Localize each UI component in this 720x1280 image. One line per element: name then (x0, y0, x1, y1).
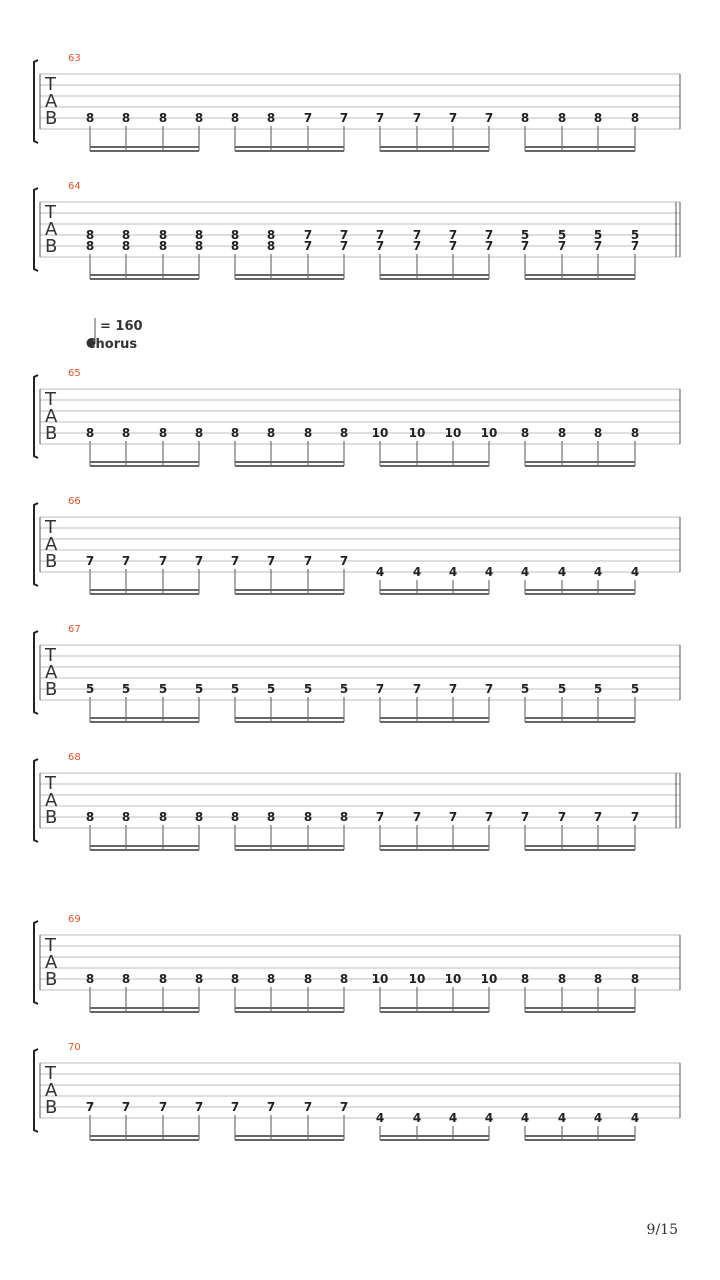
fret-number: 7 (339, 239, 349, 253)
tab-clef-letter: T (45, 773, 56, 794)
fret-number: 10 (371, 426, 389, 440)
fret-number: 8 (557, 111, 567, 125)
fret-number: 8 (194, 972, 204, 986)
fret-number: 4 (375, 1111, 385, 1125)
tab-clef-letter: A (45, 662, 58, 683)
measure-number: 65 (68, 368, 81, 379)
fret-number: 7 (520, 810, 530, 824)
measure-number: 70 (68, 1042, 81, 1053)
fret-number: 8 (520, 426, 530, 440)
fret-number: 7 (593, 810, 603, 824)
fret-number: 10 (480, 972, 498, 986)
system-bracket (34, 60, 38, 143)
fret-number: 4 (630, 565, 640, 579)
fret-number: 7 (557, 810, 567, 824)
tab-clef-letter: A (45, 534, 58, 555)
fret-number: 4 (484, 1111, 494, 1125)
fret-number: 8 (121, 228, 131, 242)
fret-number: 4 (375, 565, 385, 579)
fret-number: 7 (230, 1100, 240, 1114)
fret-number: 8 (85, 239, 95, 253)
fret-number: 7 (484, 111, 494, 125)
fret-number: 7 (375, 111, 385, 125)
fret-number: 5 (630, 228, 640, 242)
fret-number: 8 (121, 972, 131, 986)
fret-number: 8 (266, 426, 276, 440)
system-bracket (34, 188, 38, 271)
fret-number: 4 (520, 1111, 530, 1125)
fret-number: 8 (230, 111, 240, 125)
fret-number: 7 (630, 239, 640, 253)
system-bracket (34, 759, 38, 842)
fret-number: 7 (593, 239, 603, 253)
fret-number: 5 (158, 682, 168, 696)
fret-number: 7 (158, 554, 168, 568)
measure-number: 69 (68, 914, 81, 925)
fret-number: 8 (158, 111, 168, 125)
tab-clef-letter: T (45, 389, 56, 410)
fret-number: 4 (412, 565, 422, 579)
fret-number: 5 (593, 228, 603, 242)
fret-number: 7 (484, 810, 494, 824)
fret-number: 8 (158, 810, 168, 824)
fret-number: 7 (375, 228, 385, 242)
fret-number: 7 (303, 239, 313, 253)
fret-number: 10 (408, 426, 426, 440)
tab-clef-letter: A (45, 790, 58, 811)
measure-number: 68 (68, 752, 81, 763)
tab-clef-letter: B (45, 423, 58, 444)
fret-number: 8 (520, 111, 530, 125)
fret-number: 5 (520, 682, 530, 696)
fret-number: 7 (412, 682, 422, 696)
tab-clef-letter: T (45, 1063, 56, 1084)
fret-number: 8 (121, 239, 131, 253)
fret-number: 8 (85, 810, 95, 824)
fret-number: 8 (194, 239, 204, 253)
fret-number: 8 (630, 111, 640, 125)
fret-number: 8 (194, 810, 204, 824)
fret-number: 5 (303, 682, 313, 696)
fret-number: 8 (121, 426, 131, 440)
tab-clef-letter: T (45, 517, 56, 538)
tab-clef-letter: B (45, 108, 58, 129)
tab-clef-letter: B (45, 236, 58, 257)
tab-clef-letter: A (45, 1080, 58, 1101)
fret-number: 4 (520, 565, 530, 579)
fret-number: 8 (303, 810, 313, 824)
measure-number: 63 (68, 53, 81, 64)
fret-number: 10 (480, 426, 498, 440)
fret-number: 7 (85, 1100, 95, 1114)
fret-number: 8 (85, 426, 95, 440)
fret-number: 5 (593, 682, 603, 696)
fret-number: 8 (557, 972, 567, 986)
fret-number: 5 (121, 682, 131, 696)
fret-number: 8 (194, 228, 204, 242)
fret-number: 7 (303, 228, 313, 242)
fret-number: 5 (266, 682, 276, 696)
tab-clef-letter: B (45, 807, 58, 828)
fret-number: 4 (557, 1111, 567, 1125)
fret-number: 7 (375, 810, 385, 824)
tab-clef-letter: T (45, 74, 56, 95)
fret-number: 8 (339, 972, 349, 986)
tab-clef-letter: B (45, 969, 58, 990)
fret-number: 8 (593, 972, 603, 986)
fret-number: 7 (194, 1100, 204, 1114)
fret-number: 8 (266, 111, 276, 125)
fret-number: 7 (266, 554, 276, 568)
fret-number: 10 (444, 972, 462, 986)
fret-number: 8 (85, 228, 95, 242)
fret-number: 10 (444, 426, 462, 440)
system-bracket (34, 503, 38, 586)
fret-number: 8 (194, 426, 204, 440)
fret-number: 8 (121, 111, 131, 125)
system-bracket (34, 631, 38, 714)
fret-number: 7 (85, 554, 95, 568)
fret-number: 8 (266, 972, 276, 986)
tab-clef-letter: T (45, 935, 56, 956)
fret-number: 7 (303, 1100, 313, 1114)
fret-number: 7 (412, 228, 422, 242)
fret-number: 7 (484, 682, 494, 696)
fret-number: 8 (303, 426, 313, 440)
fret-number: 7 (266, 1100, 276, 1114)
fret-number: 8 (158, 228, 168, 242)
fret-number: 7 (630, 810, 640, 824)
fret-number: 7 (339, 111, 349, 125)
fret-number: 7 (412, 239, 422, 253)
fret-number: 8 (303, 972, 313, 986)
fret-number: 4 (630, 1111, 640, 1125)
tab-clef-letter: T (45, 202, 56, 223)
tab-clef-letter: B (45, 551, 58, 572)
fret-number: 7 (375, 682, 385, 696)
fret-number: 8 (266, 228, 276, 242)
fret-number: 4 (593, 1111, 603, 1125)
fret-number: 8 (593, 111, 603, 125)
measure-number: 67 (68, 624, 81, 635)
fret-number: 5 (520, 228, 530, 242)
fret-number: 8 (339, 810, 349, 824)
fret-number: 8 (630, 426, 640, 440)
fret-number: 7 (412, 111, 422, 125)
fret-number: 5 (194, 682, 204, 696)
fret-number: 7 (339, 554, 349, 568)
tab-clef-letter: A (45, 952, 58, 973)
fret-number: 7 (557, 239, 567, 253)
measure-number: 64 (68, 181, 81, 192)
fret-number: 5 (339, 682, 349, 696)
fret-number: 8 (520, 972, 530, 986)
fret-number: 8 (557, 426, 567, 440)
fret-number: 7 (484, 228, 494, 242)
tab-clef-letter: B (45, 679, 58, 700)
fret-number: 7 (339, 1100, 349, 1114)
page-number: 9/15 (646, 1222, 678, 1238)
tab-clef-letter: A (45, 219, 58, 240)
fret-number: 8 (230, 810, 240, 824)
tempo-marking: = 160 (100, 319, 143, 334)
fret-number: 8 (85, 111, 95, 125)
fret-number: 7 (412, 810, 422, 824)
fret-number: 7 (194, 554, 204, 568)
fret-number: 7 (121, 1100, 131, 1114)
fret-number: 5 (85, 682, 95, 696)
tab-clef-letter: B (45, 1097, 58, 1118)
fret-number: 7 (448, 228, 458, 242)
fret-number: 7 (303, 554, 313, 568)
fret-number: 4 (448, 565, 458, 579)
fret-number: 7 (448, 810, 458, 824)
fret-number: 5 (557, 228, 567, 242)
fret-number: 8 (194, 111, 204, 125)
fret-number: 7 (303, 111, 313, 125)
fret-number: 7 (121, 554, 131, 568)
fret-number: 8 (630, 972, 640, 986)
tab-clef-letter: A (45, 91, 58, 112)
fret-number: 4 (412, 1111, 422, 1125)
fret-number: 8 (230, 426, 240, 440)
system-bracket (34, 375, 38, 458)
fret-number: 8 (230, 972, 240, 986)
fret-number: 8 (339, 426, 349, 440)
fret-number: 8 (121, 810, 131, 824)
section-label: Chorus (86, 337, 138, 352)
fret-number: 7 (448, 682, 458, 696)
fret-number: 10 (408, 972, 426, 986)
fret-number: 8 (158, 972, 168, 986)
fret-number: 7 (375, 239, 385, 253)
fret-number: 4 (484, 565, 494, 579)
tab-clef-letter: T (45, 645, 56, 666)
fret-number: 7 (448, 239, 458, 253)
fret-number: 7 (339, 228, 349, 242)
fret-number: 8 (85, 972, 95, 986)
fret-number: 5 (230, 682, 240, 696)
fret-number: 8 (266, 810, 276, 824)
fret-number: 4 (557, 565, 567, 579)
system-bracket (34, 1049, 38, 1132)
measure-number: 66 (68, 496, 81, 507)
fret-number: 10 (371, 972, 389, 986)
fret-number: 8 (230, 239, 240, 253)
fret-number: 8 (158, 426, 168, 440)
tab-clef-letter: A (45, 406, 58, 427)
fret-number: 4 (593, 565, 603, 579)
fret-number: 8 (266, 239, 276, 253)
fret-number: 5 (557, 682, 567, 696)
fret-number: 7 (520, 239, 530, 253)
fret-number: 5 (630, 682, 640, 696)
fret-number: 7 (230, 554, 240, 568)
fret-number: 7 (448, 111, 458, 125)
fret-number: 8 (593, 426, 603, 440)
fret-number: 7 (158, 1100, 168, 1114)
fret-number: 4 (448, 1111, 458, 1125)
fret-number: 7 (484, 239, 494, 253)
system-bracket (34, 921, 38, 1004)
fret-number: 8 (158, 239, 168, 253)
fret-number: 8 (230, 228, 240, 242)
